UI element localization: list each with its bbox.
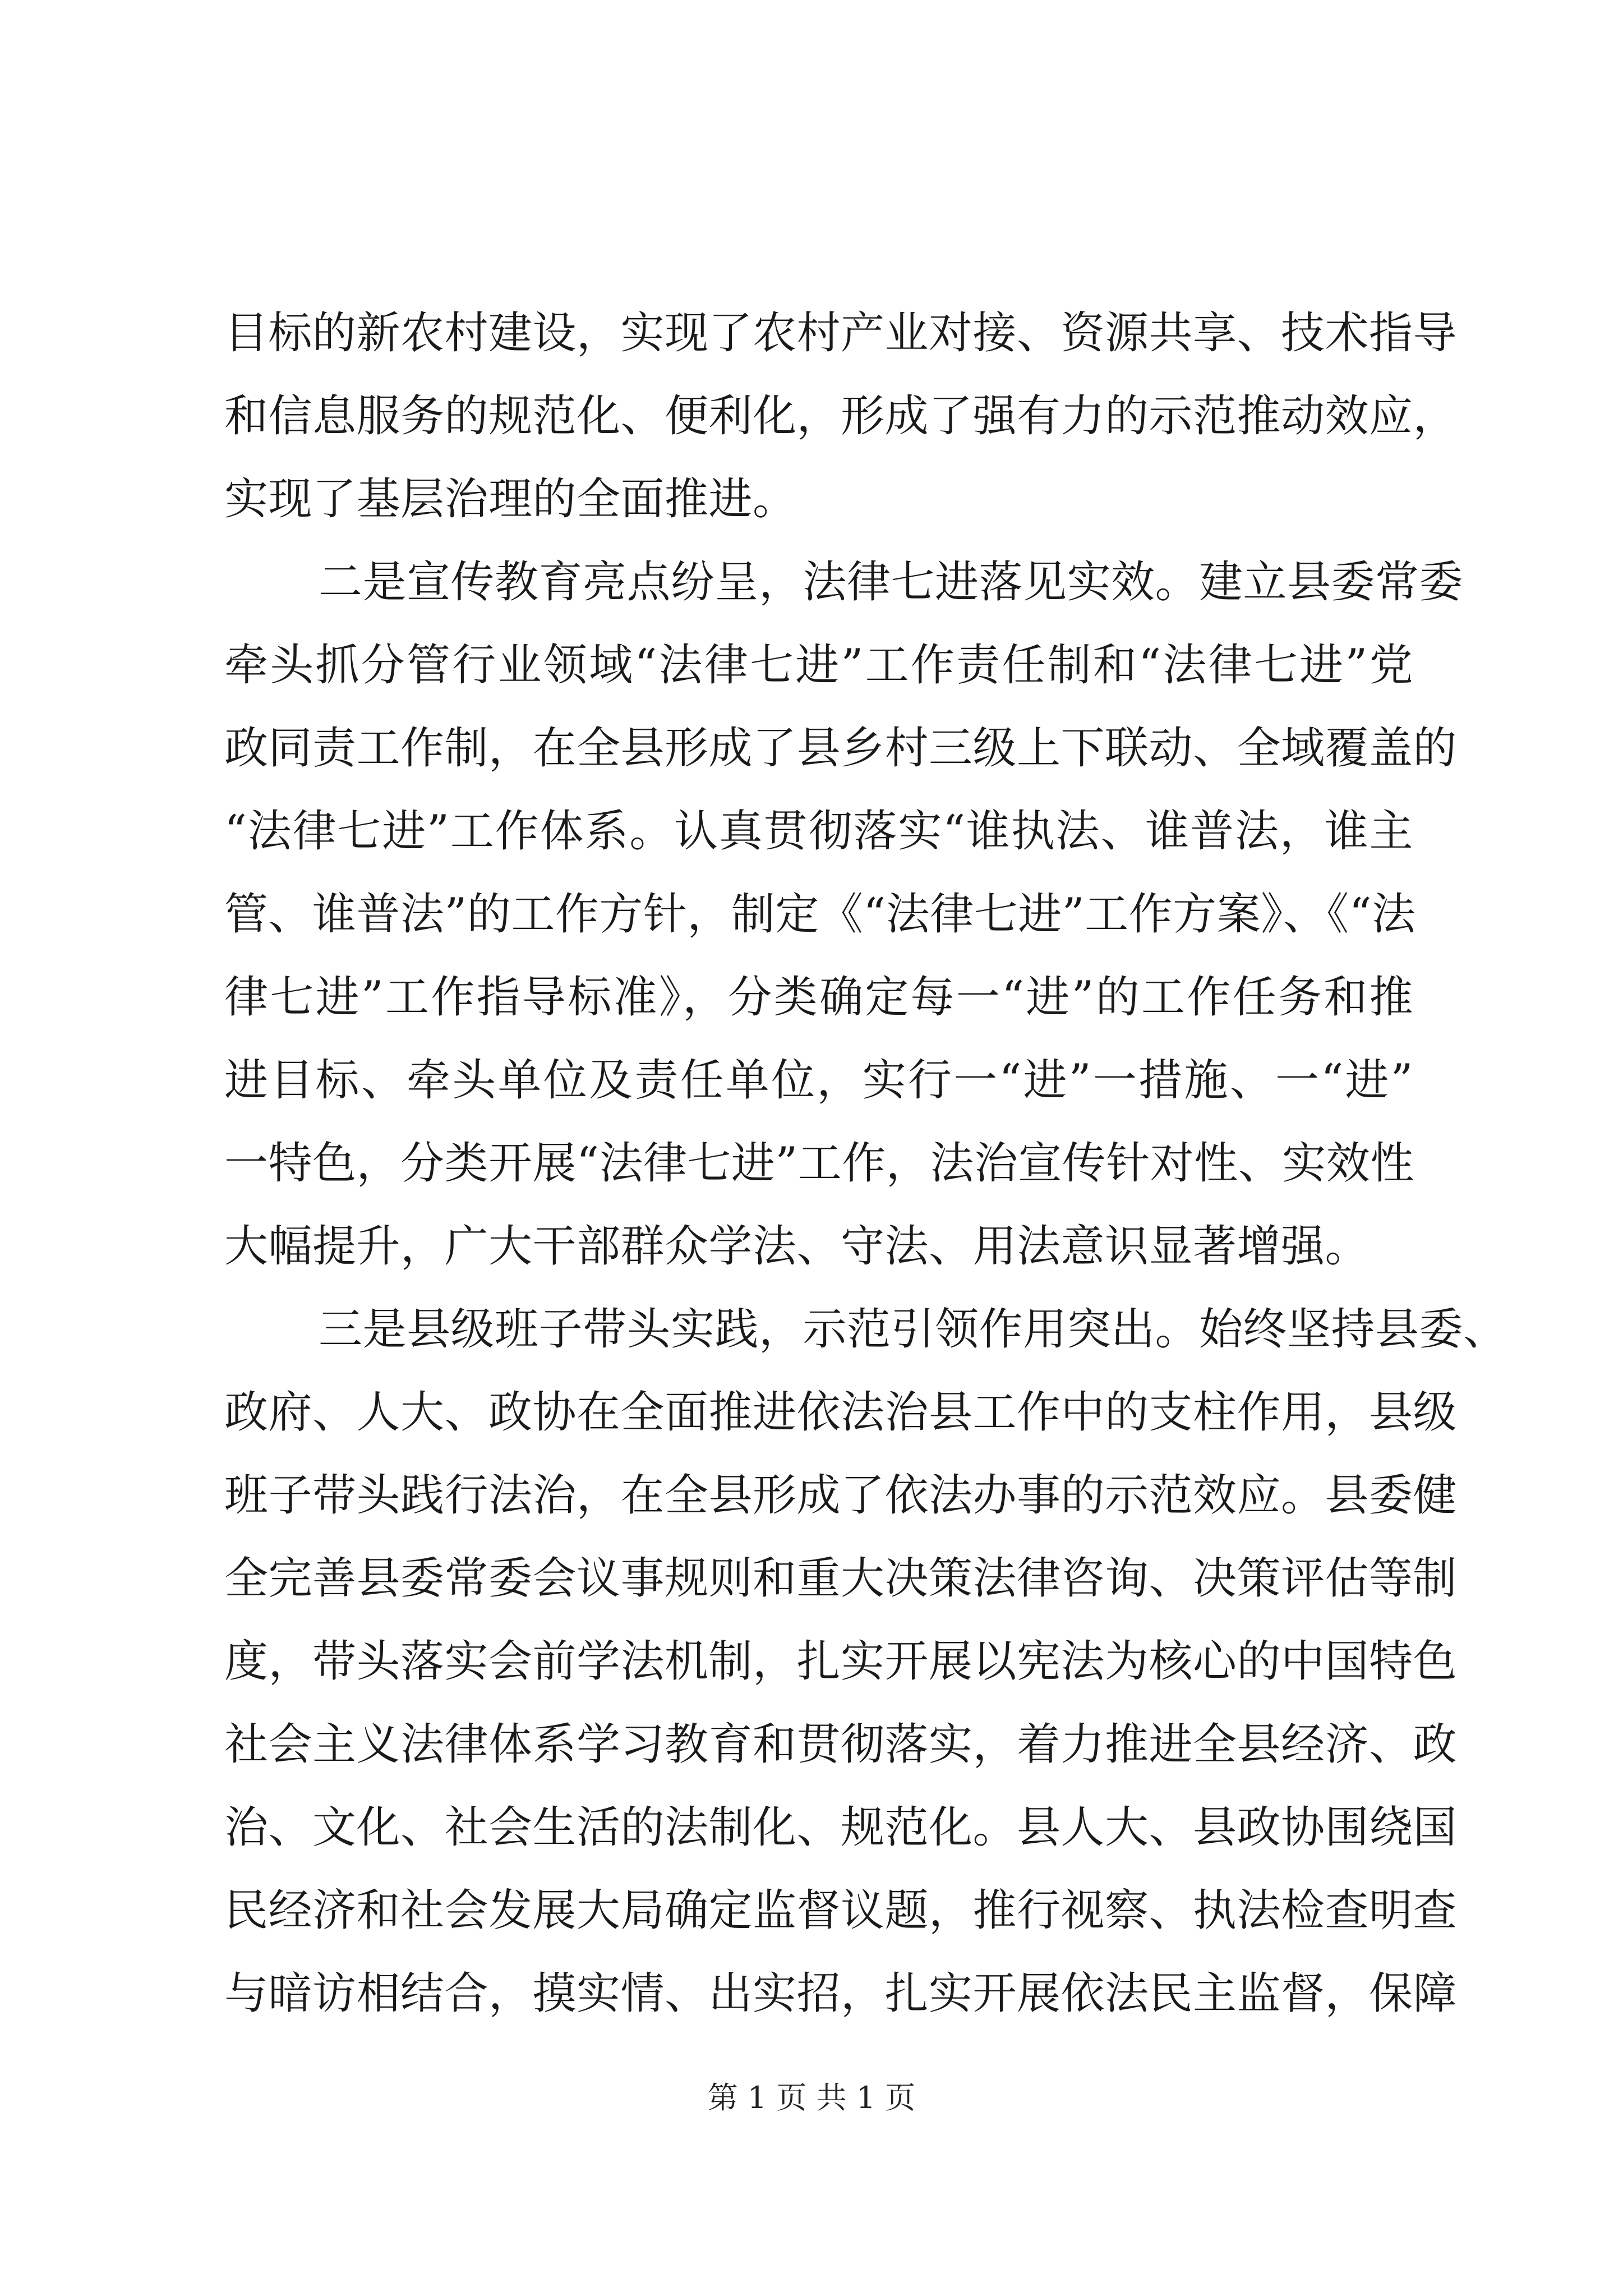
- text-line: 牵头抓分管行业领域“法律七进”工作责任制和“法律七进”党: [224, 640, 1413, 691]
- text-line: “法律七进”工作体系。认真贯彻落实“谁执法、谁普法，谁主: [224, 806, 1413, 857]
- text-line: 治、文化、社会生活的法制化、规范化。县人大、县政协围绕国: [224, 1802, 1458, 1853]
- text-line: 实现了基层治理的全面推进。: [224, 474, 797, 524]
- text-line: 一特色，分类开展“法律七进”工作，法治宣传针对性、实效性: [224, 1138, 1414, 1189]
- text-line: 社会主义法律体系学习教育和贯彻落实，着力推进全县经济、政: [224, 1719, 1458, 1770]
- text-line: 度，带头落实会前学法机制，扎实开展以宪法为核心的中国特色: [224, 1636, 1458, 1687]
- text-line: 管、谁普法”的工作方针，制定《“法律七进”工作方案》、《“法: [224, 889, 1416, 940]
- text-line: 全完善县委常委会议事规则和重大决策法律咨询、决策评估等制: [224, 1553, 1458, 1604]
- text-line: 进目标、牵头单位及责任单位，实行一“进”一措施、一“进”: [224, 1055, 1413, 1106]
- text-line: 政府、人大、政协在全面推进依法治县工作中的支柱作用，县级: [224, 1387, 1458, 1438]
- page-footer: 第 1 页 共 1 页: [707, 2080, 916, 2115]
- text-line: 班子带头践行法治，在全县形成了依法办事的示范效应。县委健: [224, 1470, 1458, 1521]
- paragraph-start-line: 二是宣传教育亮点纷呈，法律七进落见实效。建立县委常委: [319, 557, 1464, 608]
- text-line: 大幅提升，广大干部群众学法、守法、用法意识显著增强。: [224, 1221, 1370, 1272]
- document-body: [224, 292, 1507, 2035]
- text-line: 律七进”工作指导标准》，分类确定每一“进”的工作任务和推: [224, 972, 1413, 1023]
- paragraph-start-line: 三是县级班子带头实践，示范引领作用突出。始终坚持县委、: [319, 1304, 1507, 1355]
- text-line: 目标的新农村建设，实现了农村产业对接、资源共享、技术指导: [224, 308, 1458, 358]
- text-line: 与暗访相结合，摸实情、出实招，扎实开展依法民主监督，保障: [224, 1968, 1458, 2019]
- text-line: 和信息服务的规范化、便利化，形成了强有力的示范推动效应，: [224, 391, 1458, 441]
- text-line: 民经济和社会发展大局确定监督议题，推行视察、执法检查明查: [224, 1885, 1458, 1936]
- text-line: 政同责工作制，在全县形成了县乡村三级上下联动、全域覆盖的: [224, 723, 1458, 774]
